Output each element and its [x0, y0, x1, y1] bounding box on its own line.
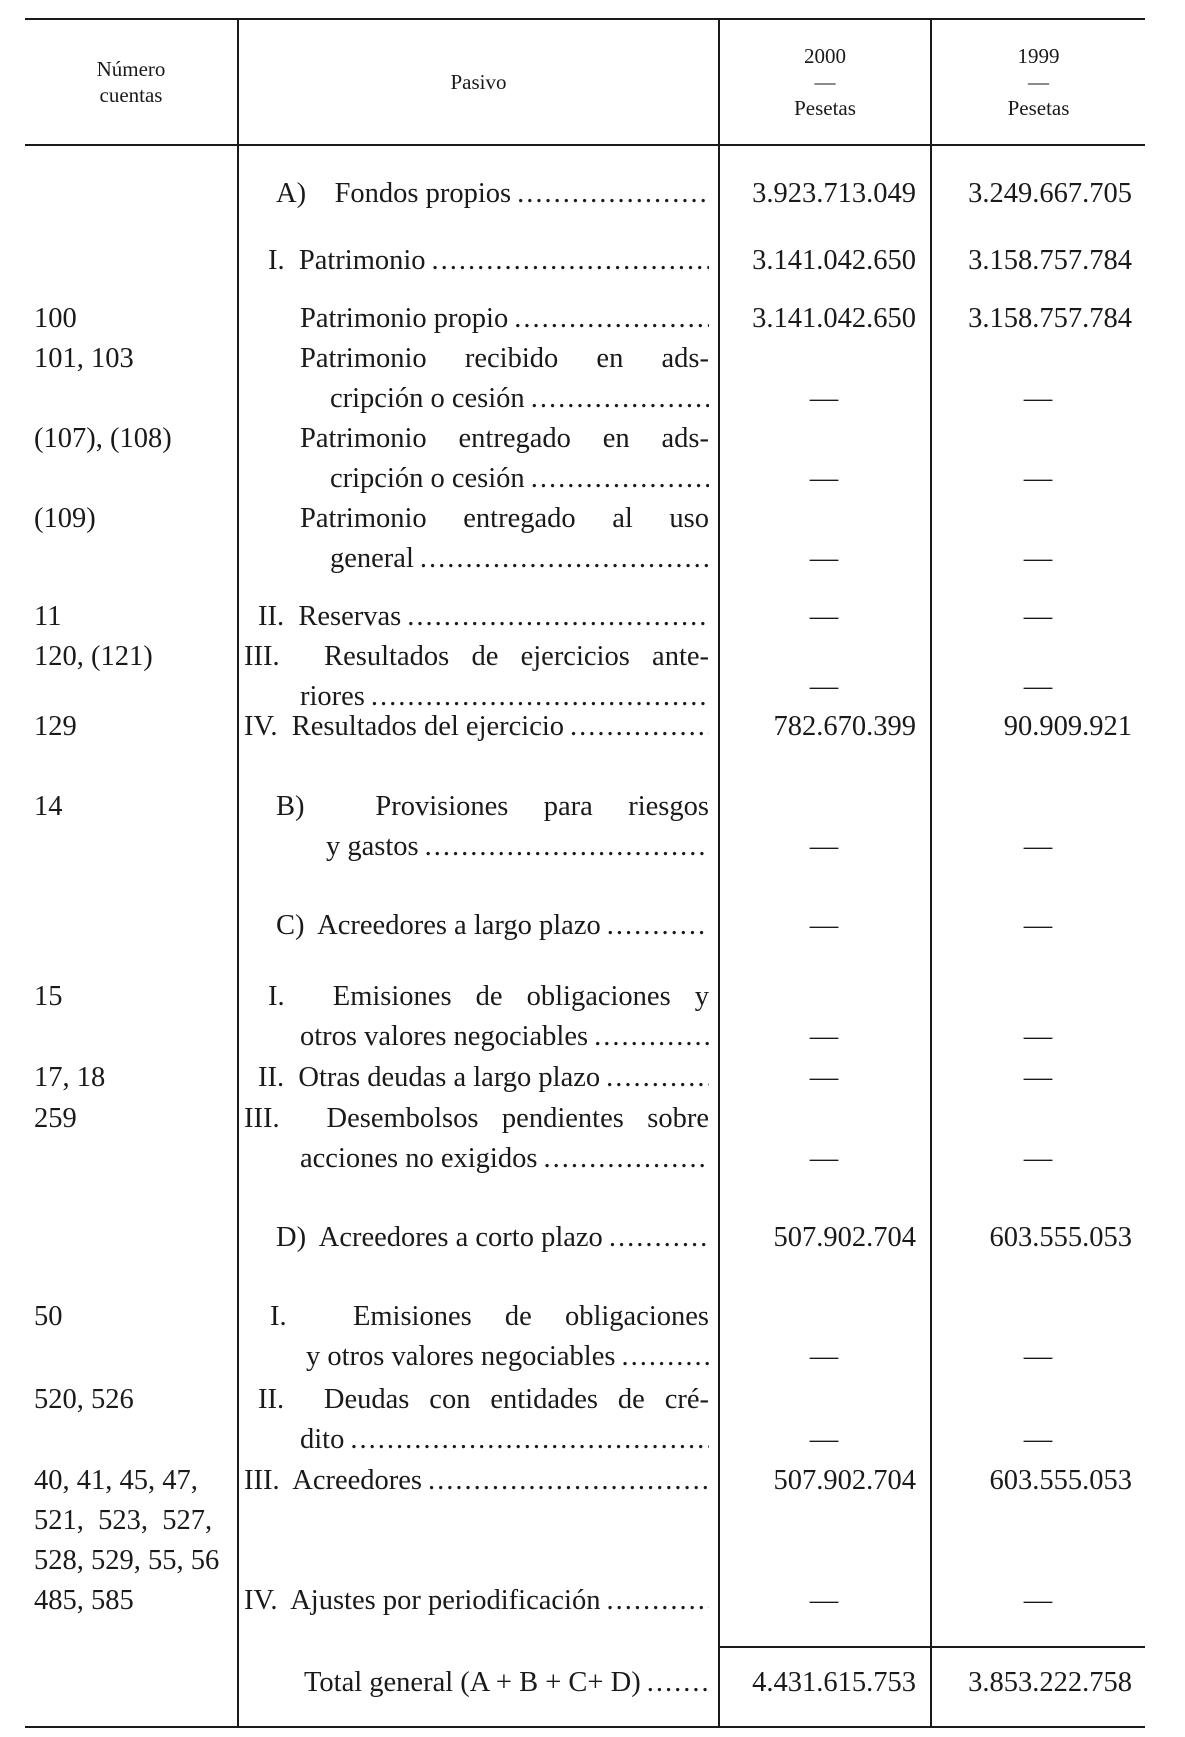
table-row	[0, 339, 1185, 379]
row-label-line2: cripción o cesión .....	[330, 459, 709, 499]
row-label-line1: B) Provisiones para riesgos	[276, 791, 709, 822]
value-2000: 782.670.399	[773, 711, 916, 742]
header-2000-unit: Pesetas	[794, 96, 856, 120]
value-2000: 507.902.704	[773, 1222, 916, 1253]
value-2000: 3.923.713.049	[752, 178, 916, 209]
value-1999: —	[1023, 543, 1053, 574]
header-bottom-rule	[25, 144, 1145, 146]
value-2000: —	[809, 1585, 839, 1616]
row-label-line2: riores .....	[300, 677, 709, 717]
value-1999: —	[1023, 1143, 1053, 1174]
table-row	[0, 827, 1185, 867]
value-1999: 3.158.757.784	[968, 245, 1132, 276]
table-row	[0, 499, 1185, 539]
row-label-line1: Patrimonio recibido en ads-	[300, 343, 709, 374]
value-1999: 3.158.757.784	[968, 303, 1132, 334]
header-1999-year: 1999	[1017, 44, 1060, 68]
header-1999-dash: —	[1028, 70, 1049, 94]
total-top-rule	[720, 1646, 1145, 1648]
row-label-line1: Patrimonio entregado en ads-	[300, 423, 709, 454]
table-row	[0, 906, 1185, 946]
table-row	[0, 419, 1185, 459]
table-row	[0, 787, 1185, 827]
row-label: A) Fondos propios .....	[276, 174, 709, 214]
value-2000: —	[809, 463, 839, 494]
value-2000: —	[809, 383, 839, 414]
value-2000: —	[809, 543, 839, 574]
table-row	[0, 1297, 1185, 1337]
table-row	[0, 174, 1185, 214]
header-accounts	[25, 56, 237, 108]
row-label-line2: otros valores negociables .....	[300, 1017, 709, 1057]
account-number: 17, 18	[34, 1062, 106, 1093]
account-number: 15	[34, 981, 63, 1012]
table-row	[0, 1099, 1185, 1139]
table-row	[0, 977, 1185, 1017]
row-label-line1: I. Emisiones de obligaciones y	[268, 981, 709, 1012]
table-row	[0, 241, 1185, 281]
value-1999: —	[1023, 601, 1053, 632]
table-row	[0, 1218, 1185, 1258]
row-label: II. Otras deudas a largo plazo .....	[258, 1058, 709, 1098]
account-number: 11	[34, 601, 62, 632]
table-row	[0, 299, 1185, 339]
value-1999: —	[1023, 671, 1053, 702]
table-row	[0, 1501, 1185, 1541]
value-1999: —	[1023, 910, 1053, 941]
account-number: 129	[34, 711, 77, 742]
value-2000: —	[809, 1341, 839, 1372]
account-number: 520, 526	[34, 1384, 134, 1415]
row-label-line2: general .....	[330, 539, 709, 579]
table-row	[0, 1058, 1185, 1098]
total-label: Total general (A + B + C+ D) .....	[304, 1663, 709, 1703]
account-number: 485, 585	[34, 1585, 134, 1616]
header-accounts-line1: Número	[96, 57, 166, 81]
table-row	[0, 707, 1185, 747]
value-1999: —	[1023, 463, 1053, 494]
row-label: I. Patrimonio .....	[268, 241, 709, 281]
table-row	[0, 597, 1185, 637]
account-number: 521, 523, 527,	[34, 1505, 213, 1536]
value-2000: —	[809, 601, 839, 632]
total-1999: 3.853.222.758	[968, 1667, 1132, 1698]
value-1999: —	[1023, 1021, 1053, 1052]
account-number: 50	[34, 1301, 63, 1332]
value-2000: —	[809, 831, 839, 862]
account-number: 101, 103	[34, 343, 134, 374]
table-row	[0, 1337, 1185, 1377]
header-2000-year: 2000	[804, 44, 846, 68]
account-number: 528, 529, 55, 56	[34, 1545, 220, 1576]
account-number: 259	[34, 1103, 77, 1134]
value-1999: —	[1023, 1341, 1053, 1372]
table-row	[0, 1420, 1185, 1460]
value-1999: 603.555.053	[989, 1465, 1132, 1496]
table-row	[0, 1581, 1185, 1621]
header-pasivo: Pasivo	[450, 70, 507, 94]
header-accounts-line2: cuentas	[99, 83, 163, 107]
row-label: D) Acreedores a corto plazo .....	[276, 1218, 709, 1258]
table-row	[0, 1380, 1185, 1420]
value-1999: —	[1023, 1062, 1053, 1093]
row-label: C) Acreedores a largo plazo .....	[276, 906, 709, 946]
row-label-line2: dito .....	[300, 1420, 709, 1460]
value-2000: —	[809, 1143, 839, 1174]
account-number: 14	[34, 791, 63, 822]
header-1999-unit: Pesetas	[1007, 96, 1070, 120]
value-1999: 90.909.921	[1003, 711, 1132, 742]
value-2000: —	[809, 1424, 839, 1455]
value-1999: 603.555.053	[989, 1222, 1132, 1253]
table-row	[0, 1017, 1185, 1057]
value-2000: 3.141.042.650	[752, 303, 916, 334]
account-number: 40, 41, 45, 47,	[34, 1465, 198, 1496]
account-number: 100	[34, 303, 77, 334]
row-label-line1: I. Emisiones de obligaciones	[270, 1301, 709, 1332]
value-1999: —	[1023, 831, 1053, 862]
header-1999	[932, 43, 1145, 121]
account-number: (107), (108)	[34, 423, 172, 454]
total-row	[0, 1663, 1185, 1703]
value-1999: —	[1023, 1424, 1053, 1455]
table-row	[0, 379, 1185, 419]
table-row	[0, 1139, 1185, 1179]
row-label: IV. Ajustes por periodificación .....	[244, 1581, 709, 1621]
value-1999: —	[1023, 383, 1053, 414]
table-row	[0, 459, 1185, 499]
value-1999: 3.249.667.705	[968, 178, 1132, 209]
value-2000: —	[809, 1021, 839, 1052]
row-label-line1: Patrimonio entregado al uso	[300, 503, 709, 534]
table-row	[0, 1461, 1185, 1501]
value-2000: 507.902.704	[773, 1465, 916, 1496]
row-label-line1: III. Desembolsos pendientes sobre	[244, 1103, 709, 1134]
row-label: II. Reservas .....	[258, 597, 709, 637]
row-label-line2: cripción o cesión .....	[330, 379, 709, 419]
value-2000: —	[809, 910, 839, 941]
row-label: Patrimonio propio .....	[300, 299, 709, 339]
account-number: 120, (121)	[34, 641, 153, 672]
value-1999: —	[1023, 1585, 1053, 1616]
row-label-line1: III. Resultados de ejercicios ante-	[244, 641, 709, 672]
header-2000	[720, 43, 930, 121]
row-label: IV. Resultados del ejercicio .....	[244, 707, 709, 747]
value-2000: —	[809, 1062, 839, 1093]
table-top-rule	[25, 18, 1145, 20]
row-label: III. Acreedores .....	[244, 1461, 709, 1501]
table-row	[0, 1541, 1185, 1581]
value-2000: —	[809, 671, 839, 702]
value-2000: 3.141.042.650	[752, 245, 916, 276]
row-label-line2: y otros valores negociables .....	[306, 1337, 709, 1377]
header-2000-dash: —	[814, 70, 836, 94]
row-label-line1: II. Deudas con entidades de cré-	[258, 1384, 709, 1415]
table-bottom-rule	[25, 1726, 1145, 1728]
account-number: (109)	[34, 503, 96, 534]
total-2000: 4.431.615.753	[752, 1667, 916, 1698]
row-label-line2: acciones no exigidos .....	[300, 1139, 709, 1179]
row-label-line2: y gastos .....	[326, 827, 709, 867]
table-row	[0, 539, 1185, 579]
